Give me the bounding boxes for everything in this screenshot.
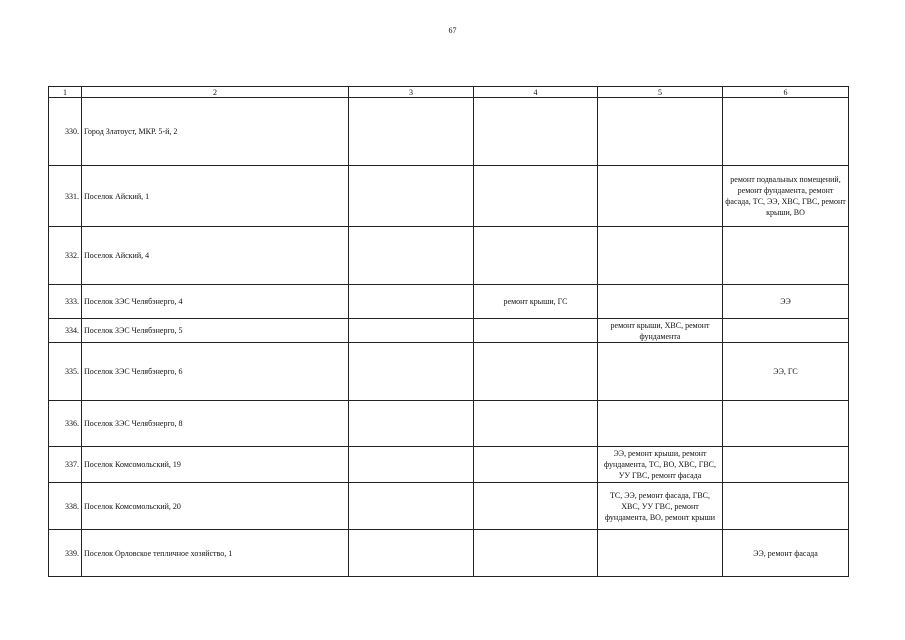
cell-col4 xyxy=(474,483,598,530)
cell-col3 xyxy=(349,530,474,577)
cell-col3 xyxy=(349,447,474,483)
cell-col3 xyxy=(349,166,474,227)
cell-col5: ТС, ЭЭ, ремонт фасада, ГВС, ХВС, УУ ГВС, ремонт фундамента, ВО, ремонт крыши xyxy=(598,483,723,530)
row-number: 338. xyxy=(49,483,82,530)
column-header: 1 xyxy=(49,87,82,98)
cell-col6 xyxy=(723,483,849,530)
cell-col5 xyxy=(598,530,723,577)
address-cell: Поселок Комсомольский, 19 xyxy=(82,447,349,483)
page-number: 67 xyxy=(448,26,457,35)
cell-col4: ремонт крыши, ГС xyxy=(474,285,598,319)
table-row xyxy=(49,530,849,577)
row-number: 331. xyxy=(49,166,82,227)
cell-col4 xyxy=(474,166,598,227)
repair-schedule-table xyxy=(48,86,849,577)
cell-col5 xyxy=(598,285,723,319)
column-header: 6 xyxy=(723,87,849,98)
cell-col5 xyxy=(598,98,723,166)
address-cell: Поселок Комсомольский, 20 xyxy=(82,483,349,530)
cell-col5 xyxy=(598,401,723,447)
cell-col4 xyxy=(474,227,598,285)
address-cell: Поселок ЗЭС Челябэнерго, 4 xyxy=(82,285,349,319)
cell-col3 xyxy=(349,401,474,447)
table-row xyxy=(49,227,849,285)
table-row xyxy=(49,319,849,343)
table-row xyxy=(49,285,849,319)
table-row xyxy=(49,343,849,401)
table-row xyxy=(49,166,849,227)
cell-col4 xyxy=(474,447,598,483)
cell-col3 xyxy=(349,285,474,319)
cell-col4 xyxy=(474,401,598,447)
cell-col5: ремонт крыши, ХВС, ремонт фундамента xyxy=(598,319,723,343)
cell-col5: ЭЭ, ремонт крыши, ремонт фундамента, ТС, ВО, ХВС, ГВС, УУ ГВС, ремонт фасада xyxy=(598,447,723,483)
table-row xyxy=(49,447,849,483)
row-number: 334. xyxy=(49,319,82,343)
cell-col4 xyxy=(474,319,598,343)
row-number: 336. xyxy=(49,401,82,447)
table-header-row xyxy=(49,87,849,98)
table-row xyxy=(49,483,849,530)
address-cell: Поселок ЗЭС Челябэнерго, 5 xyxy=(82,319,349,343)
row-number: 332. xyxy=(49,227,82,285)
cell-col6: ЭЭ, ГС xyxy=(723,343,849,401)
cell-col3 xyxy=(349,227,474,285)
cell-col5 xyxy=(598,227,723,285)
address-cell: Поселок ЗЭС Челябэнерго, 6 xyxy=(82,343,349,401)
cell-col3 xyxy=(349,98,474,166)
cell-col6 xyxy=(723,319,849,343)
cell-col6 xyxy=(723,401,849,447)
column-header: 2 xyxy=(82,87,349,98)
cell-col4 xyxy=(474,530,598,577)
address-cell: Поселок ЗЭС Челябэнерго, 8 xyxy=(82,401,349,447)
row-number: 339. xyxy=(49,530,82,577)
cell-col6: ремонт подвальных помещений, ремонт фундамента, ремонт фасада, ТС, ЭЭ, ХВС, ГВС, ремонт крыши, ВО xyxy=(723,166,849,227)
cell-col4 xyxy=(474,98,598,166)
address-cell: Поселок Айский, 1 xyxy=(82,166,349,227)
row-number: 335. xyxy=(49,343,82,401)
row-number: 333. xyxy=(49,285,82,319)
address-cell: Поселок Айский, 4 xyxy=(82,227,349,285)
cell-col4 xyxy=(474,343,598,401)
cell-col5 xyxy=(598,166,723,227)
cell-col5 xyxy=(598,343,723,401)
cell-col3 xyxy=(349,319,474,343)
row-number: 337. xyxy=(49,447,82,483)
cell-col6 xyxy=(723,227,849,285)
column-header: 5 xyxy=(598,87,723,98)
cell-col6: ЭЭ, ремонт фасада xyxy=(723,530,849,577)
column-header: 3 xyxy=(349,87,474,98)
column-header: 4 xyxy=(474,87,598,98)
cell-col6 xyxy=(723,447,849,483)
address-cell: Город Златоуст, МКР. 5-й, 2 xyxy=(82,98,349,166)
table-row xyxy=(49,401,849,447)
row-number: 330. xyxy=(49,98,82,166)
address-cell: Поселок Орловское тепличное хозяйство, 1 xyxy=(82,530,349,577)
cell-col6 xyxy=(723,98,849,166)
cell-col3 xyxy=(349,343,474,401)
cell-col3 xyxy=(349,483,474,530)
cell-col6: ЭЭ xyxy=(723,285,849,319)
table-row xyxy=(49,98,849,166)
